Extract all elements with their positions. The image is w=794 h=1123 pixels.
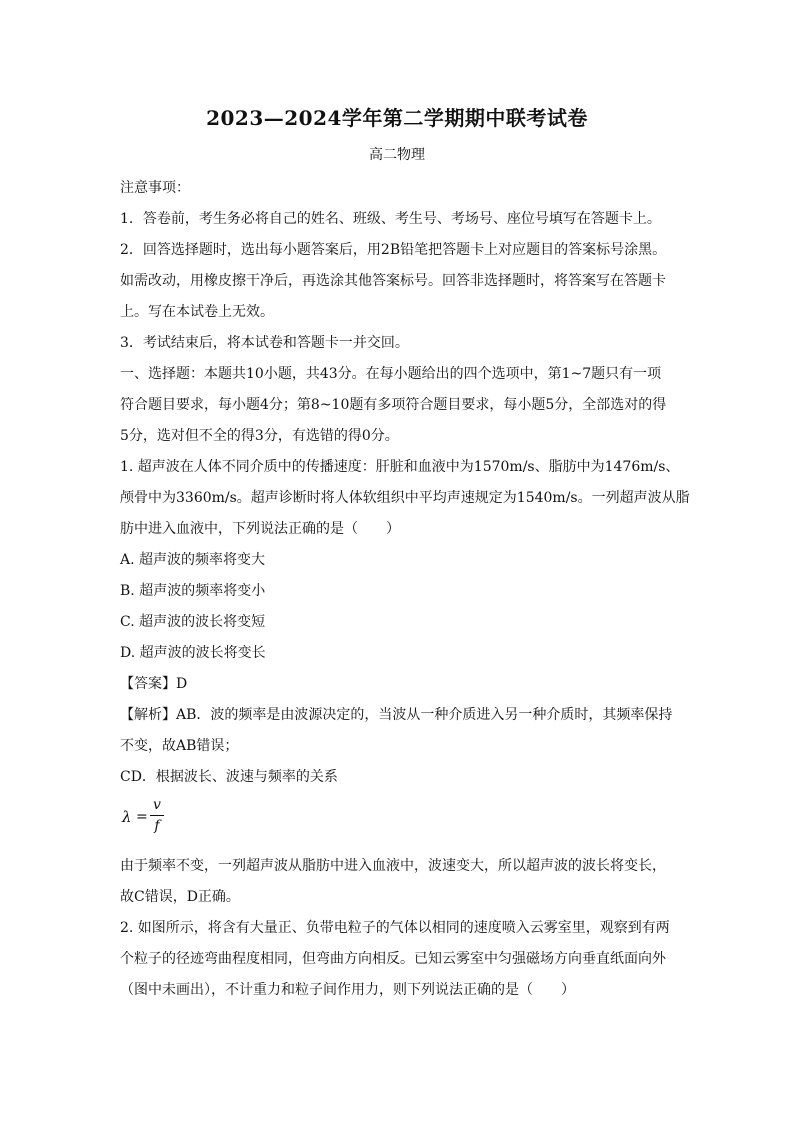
question-1-analysis-line-1: 【解析】AB．波的频率是由波源决定的，当波从一种介质进入另一种介质时，其频率保持	[120, 707, 673, 723]
question-1-analysis-line-3: CD．根据波长、波速与频率的关系	[120, 769, 338, 785]
exam-content	[120, 173, 690, 1006]
formula-numerator: v	[150, 795, 164, 816]
section-1-line-2: 符合题目要求，每小题4分；第8~10题有多项符合题目要求，每小题5分，全部选对的得	[120, 397, 667, 413]
notice-heading: 注意事项：	[120, 180, 190, 196]
question-2-line-1: 2. 如图所示，将含有大量正、负带电粒子的气体以相同的速度喷入云雾室里，观察到有两	[120, 920, 670, 936]
question-1-line-2: 颅骨中为3360m/s。超声诊断时将人体软组织中平均声速规定为1540m/s。一列超声波从脂	[120, 490, 690, 506]
section-1-line-1: 一、选择题：本题共10小题，共43分。在每小题给出的四个选项中，第1~7题只有一项	[120, 366, 662, 382]
question-1-option-a: A. 超声波的频率将变大	[120, 552, 266, 568]
formula-fraction	[150, 795, 164, 836]
wavelength-formula	[120, 793, 680, 851]
formula-denominator: f	[154, 818, 160, 834]
notice-item-3: 3．考试结束后，将本试卷和答题卡一并交回。	[120, 335, 409, 351]
formula-equals: =	[136, 809, 148, 825]
question-1-analysis-line-5: 故C错误，D正确。	[120, 889, 240, 905]
notice-item-2-line-1: 2．回答选择题时，选出每小题答案后，用2B铅笔把答题卡上对应题目的答案标号涂黑。	[120, 242, 667, 258]
question-1-line-3: 肪中进入血液中，下列说法正确的是（ ）	[120, 521, 400, 537]
question-1-option-d: D. 超声波的波长将变长	[120, 645, 266, 661]
question-2-line-3: （图中未画出），不计重力和粒子间作用力，则下列说法正确的是（ ）	[120, 982, 575, 998]
notice-item-2-line-3: 上。写在本试卷上无效。	[120, 304, 274, 320]
notice-item-1: 1．答卷前，考生务必将自己的姓名、班级、考生号、考场号、座位号填写在答题卡上。	[120, 211, 661, 227]
formula-lambda: λ	[122, 808, 132, 826]
section-1-line-3: 5分，选对但不全的得3分，有选错的得0分。	[120, 428, 399, 444]
question-1-answer: 【答案】D	[120, 676, 188, 692]
question-1-option-c: C. 超声波的波长将变短	[120, 614, 266, 630]
question-1-line-1: 1. 超声波在人体不同介质中的传播速度：肝脏和血液中为1570m/s、脂肪中为1476m/s、	[120, 459, 680, 475]
exam-title: 2023—2024学年第二学期期中联考试卷	[206, 106, 588, 130]
question-1-option-b: B. 超声波的频率将变小	[120, 583, 266, 599]
question-1-analysis-line-4: 由于频率不变，一列超声波从脂肪中进入血液中，波速变大，所以超声波的波长将变长，	[120, 858, 666, 874]
question-2-line-2: 个粒子的径迹弯曲程度相同，但弯曲方向相反。已知云雾室中匀强磁场方向垂直纸面向外	[120, 951, 666, 967]
subject-title: 高二物理	[369, 147, 425, 163]
question-1-analysis-line-2: 不变，故AB错误；	[120, 738, 239, 754]
notice-item-2-line-2: 如需改动，用橡皮擦干净后，再选涂其他答案标号。回答非选择题时，将答案写在答题卡	[120, 273, 666, 289]
